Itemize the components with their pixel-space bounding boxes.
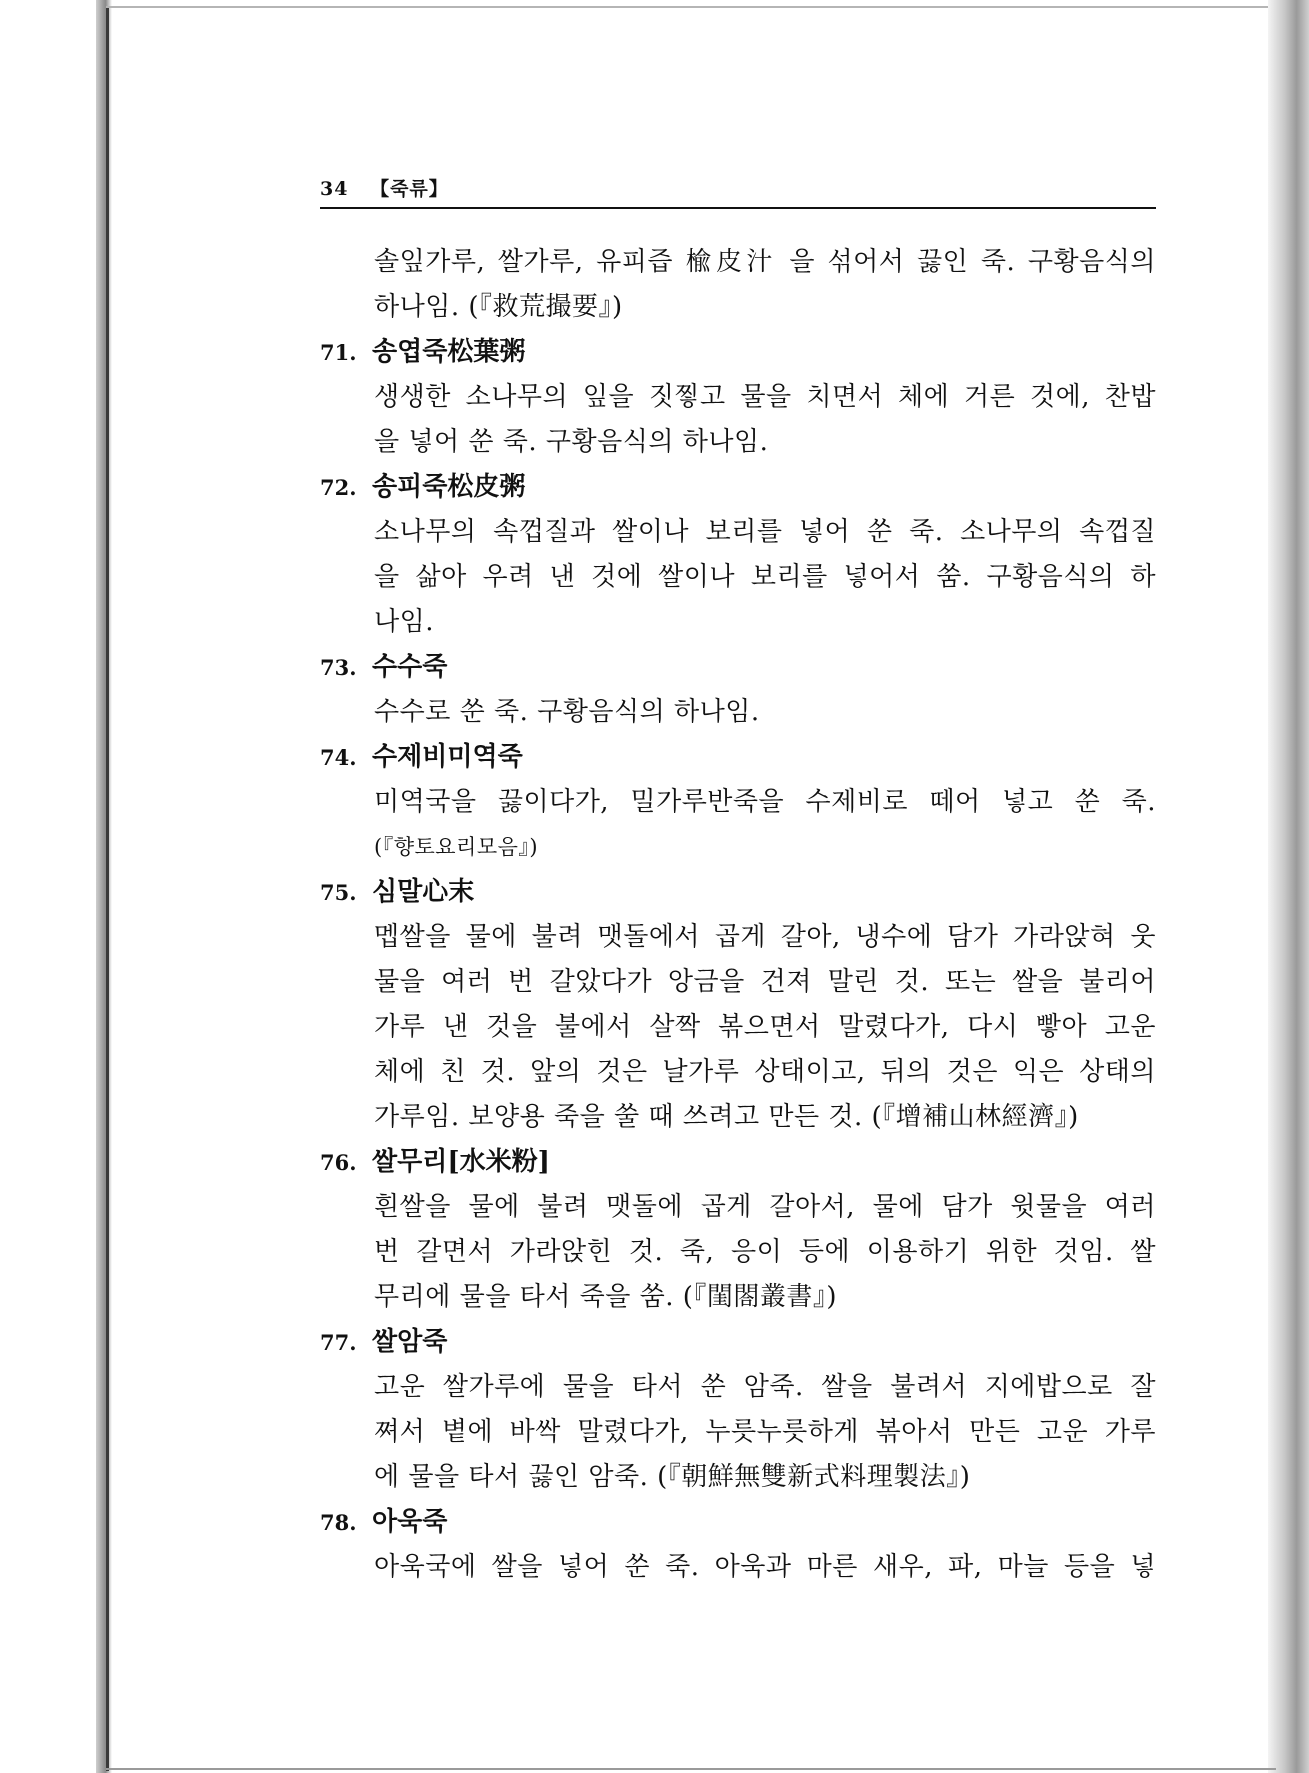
entry-term: 송피죽松皮粥 [372,472,526,502]
body-line: 하나임. (『救荒撮要』) [374,292,623,322]
body-line: 체에 친 것. 앞의 것은 날가루 상태이고, 뒤의 것은 익은 상태의 [374,1057,1156,1087]
body-line: 을 넣어 쑨 죽. 구황음식의 하나임. [374,427,769,457]
body-line: 수수로 쑨 죽. 구황음식의 하나임. [374,697,760,727]
dictionary-entry [320,1320,1156,1500]
dictionary-entry [320,645,1156,735]
body-line: 솔잎가루, 쌀가루, 유피즙 楡皮汁 을 섞어서 끓인 죽. 구황음식의 [374,247,1156,277]
entry-heading [320,465,1156,510]
body-line: 쪄서 볕에 바싹 말렸다가, 누릇누릇하게 볶아서 만든 고운 가루 [374,1417,1156,1447]
entry-heading [320,1320,1156,1365]
header-rule [320,207,1156,209]
entry-heading [320,870,1156,915]
entry-heading [320,1500,1156,1545]
entry-term: 수수죽 [372,652,448,682]
entry-number: 71. [320,340,357,365]
entry-heading [320,645,1156,690]
entry-term: 수제비미역죽 [372,742,523,772]
dictionary-entry [320,465,1156,645]
body-line: 아욱국에 쌀을 넣어 쑨 죽. 아욱과 마른 새우, 파, 마늘 등을 넣 [374,1552,1156,1582]
page-edge-top [106,6,1276,8]
body-line: 생생한 소나무의 잎을 짓찧고 물을 치면서 체에 거른 것에, 찬밥 [374,382,1156,412]
source-citation: (『향토요리모음』) [374,835,539,859]
page-edge-bottom [106,1768,1276,1770]
entry-heading [320,1140,1156,1185]
entry-term: 심말心末 [372,877,475,907]
entry-continuation [320,240,1156,330]
entry-heading [320,735,1156,780]
entry-number: 76. [320,1150,357,1175]
dictionary-entry [320,1500,1156,1590]
dictionary-entry [320,1140,1156,1320]
entry-number: 72. [320,475,357,500]
body-line: 멥쌀을 물에 불려 맷돌에서 곱게 갈아, 냉수에 담가 가라앉혀 웃 [374,922,1156,952]
dictionary-entry [320,330,1156,465]
body-line: 고운 쌀가루에 물을 타서 쑨 암죽. 쌀을 불려서 지에밥으로 잘 [374,1372,1156,1402]
page-edge-left [106,6,109,1771]
body-line: 나임. [374,607,434,637]
body-line: 소나무의 속껍질과 쌀이나 보리를 넣어 쑨 죽. 소나무의 속껍질 [374,517,1156,547]
entry-term: 쌀암죽 [372,1327,448,1357]
entry-term: 쌀무리[水米粉] [372,1147,550,1177]
entry-number: 75. [320,880,357,905]
entry-number: 74. [320,745,357,770]
entry-heading [320,330,1156,375]
entry-term: 아욱죽 [372,1507,448,1537]
page-number: 34 [320,178,349,200]
running-head [320,174,449,202]
body-line: 가루 낸 것을 불에서 살짝 볶으면서 말렸다가, 다시 빻아 고운 [374,1012,1156,1042]
entry-number: 73. [320,655,357,680]
body-line: 흰쌀을 물에 불려 맷돌에 곱게 갈아서, 물에 담가 윗물을 여러 [374,1192,1156,1222]
page-edge-shadow-left [96,0,112,1773]
dictionary-entry [320,870,1156,1140]
body-line: 을 삶아 우려 낸 것에 쌀이나 보리를 넣어서 쑴. 구황음식의 하 [374,562,1156,592]
dictionary-entry [320,735,1156,870]
section-title: 【죽류】 [370,178,449,200]
body-line: 물을 여러 번 갈았다가 앙금을 건져 말린 것. 또는 쌀을 불리어 [374,967,1156,997]
entry-number: 78. [320,1510,357,1535]
page-edge-shadow-right [1268,0,1309,1773]
body-line: 번 갈면서 가라앉힌 것. 죽, 응이 등에 이용하기 위한 것임. 쌀 [374,1237,1156,1267]
page-body [320,240,1156,1590]
entry-term: 송엽죽松葉粥 [372,337,526,367]
body-line: 미역국을 끓이다가, 밀가루반죽을 수제비로 떼어 넣고 쑨 죽. [374,787,1156,817]
body-line: 에 물을 타서 끓인 암죽. (『朝鮮無雙新式料理製法』) [374,1462,971,1492]
body-line: 가루임. 보양용 죽을 쑬 때 쓰려고 만든 것. (『增補山林經濟』) [374,1102,1079,1132]
entry-number: 77. [320,1330,357,1355]
body-line: 무리에 물을 타서 죽을 쑴. (『閨閤叢書』) [374,1282,838,1312]
